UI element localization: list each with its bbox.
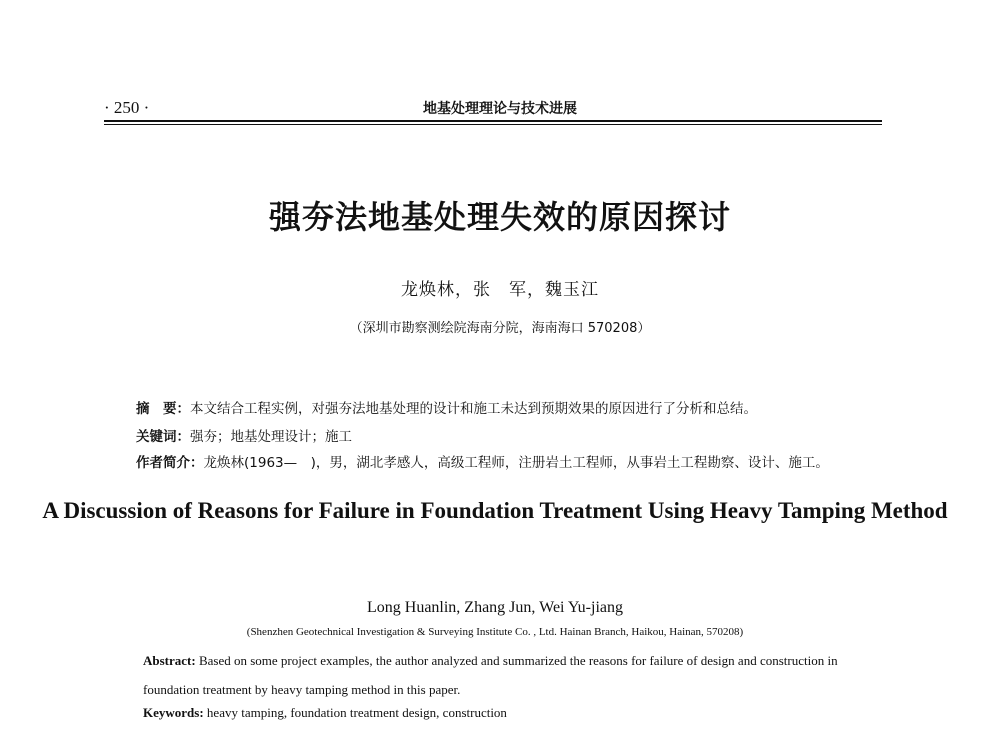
author-bio-cn-label: 作者简介： xyxy=(136,455,204,471)
author-bio-cn-text: 龙焕林(1963— )，男，湖北孝感人，高级工程师，注册岩土工程师，从事岩土工程勘察、设计、施工。 xyxy=(203,455,829,471)
keywords-en xyxy=(143,705,507,721)
abstract-cn-text: 本文结合工程实例，对强夯法地基处理的设计和施工未达到预期效果的原因进行了分析和总结。 xyxy=(190,401,757,417)
paper-title-cn: 强夯法地基处理失效的原因探讨 xyxy=(268,198,731,236)
keywords-en-label: Keywords: xyxy=(143,705,204,720)
affiliation-en: (Shenzhen Geotechnical Investigation & Surveying Institute Co. , Ltd. Hainan Branch, Haikou, Hainan, 570208) xyxy=(246,626,744,638)
keywords-cn xyxy=(136,425,352,445)
authors-cn: 龙焕林，张 军，魏玉江 xyxy=(401,280,599,300)
abstract-en-label: Abstract: xyxy=(143,653,196,668)
header-rule-thin xyxy=(104,124,882,125)
abstract-en xyxy=(143,646,863,704)
authors-en: Long Huanlin, Zhang Jun, Wei Yu-jiang xyxy=(366,599,623,616)
keywords-en-text: heavy tamping, foundation treatment design, construction xyxy=(206,705,507,720)
header-rule-thick xyxy=(104,120,882,122)
affiliation-cn: （深圳市勘察测绘院海南分院，海南海口 570208） xyxy=(349,321,651,336)
keywords-cn-text: 强夯；地基处理设计；施工 xyxy=(190,429,352,445)
page-number: · 250 · xyxy=(104,98,150,117)
paper-title-en: A Discussion of Reasons for Failure in Foundation Treatment Using Heavy Tamping Method xyxy=(42,498,948,523)
abstract-cn xyxy=(136,397,757,417)
author-bio-cn xyxy=(136,451,829,471)
abstract-cn-label: 摘 要： xyxy=(136,401,190,417)
running-head: 地基处理理论与技术进展 xyxy=(423,101,577,117)
abstract-en-text: Based on some project examples, the author analyzed and summarized the reasons for failure of design and construction in foundation treatment by heavy tamping method in this paper. xyxy=(143,653,838,697)
keywords-cn-label: 关键词： xyxy=(136,429,190,445)
